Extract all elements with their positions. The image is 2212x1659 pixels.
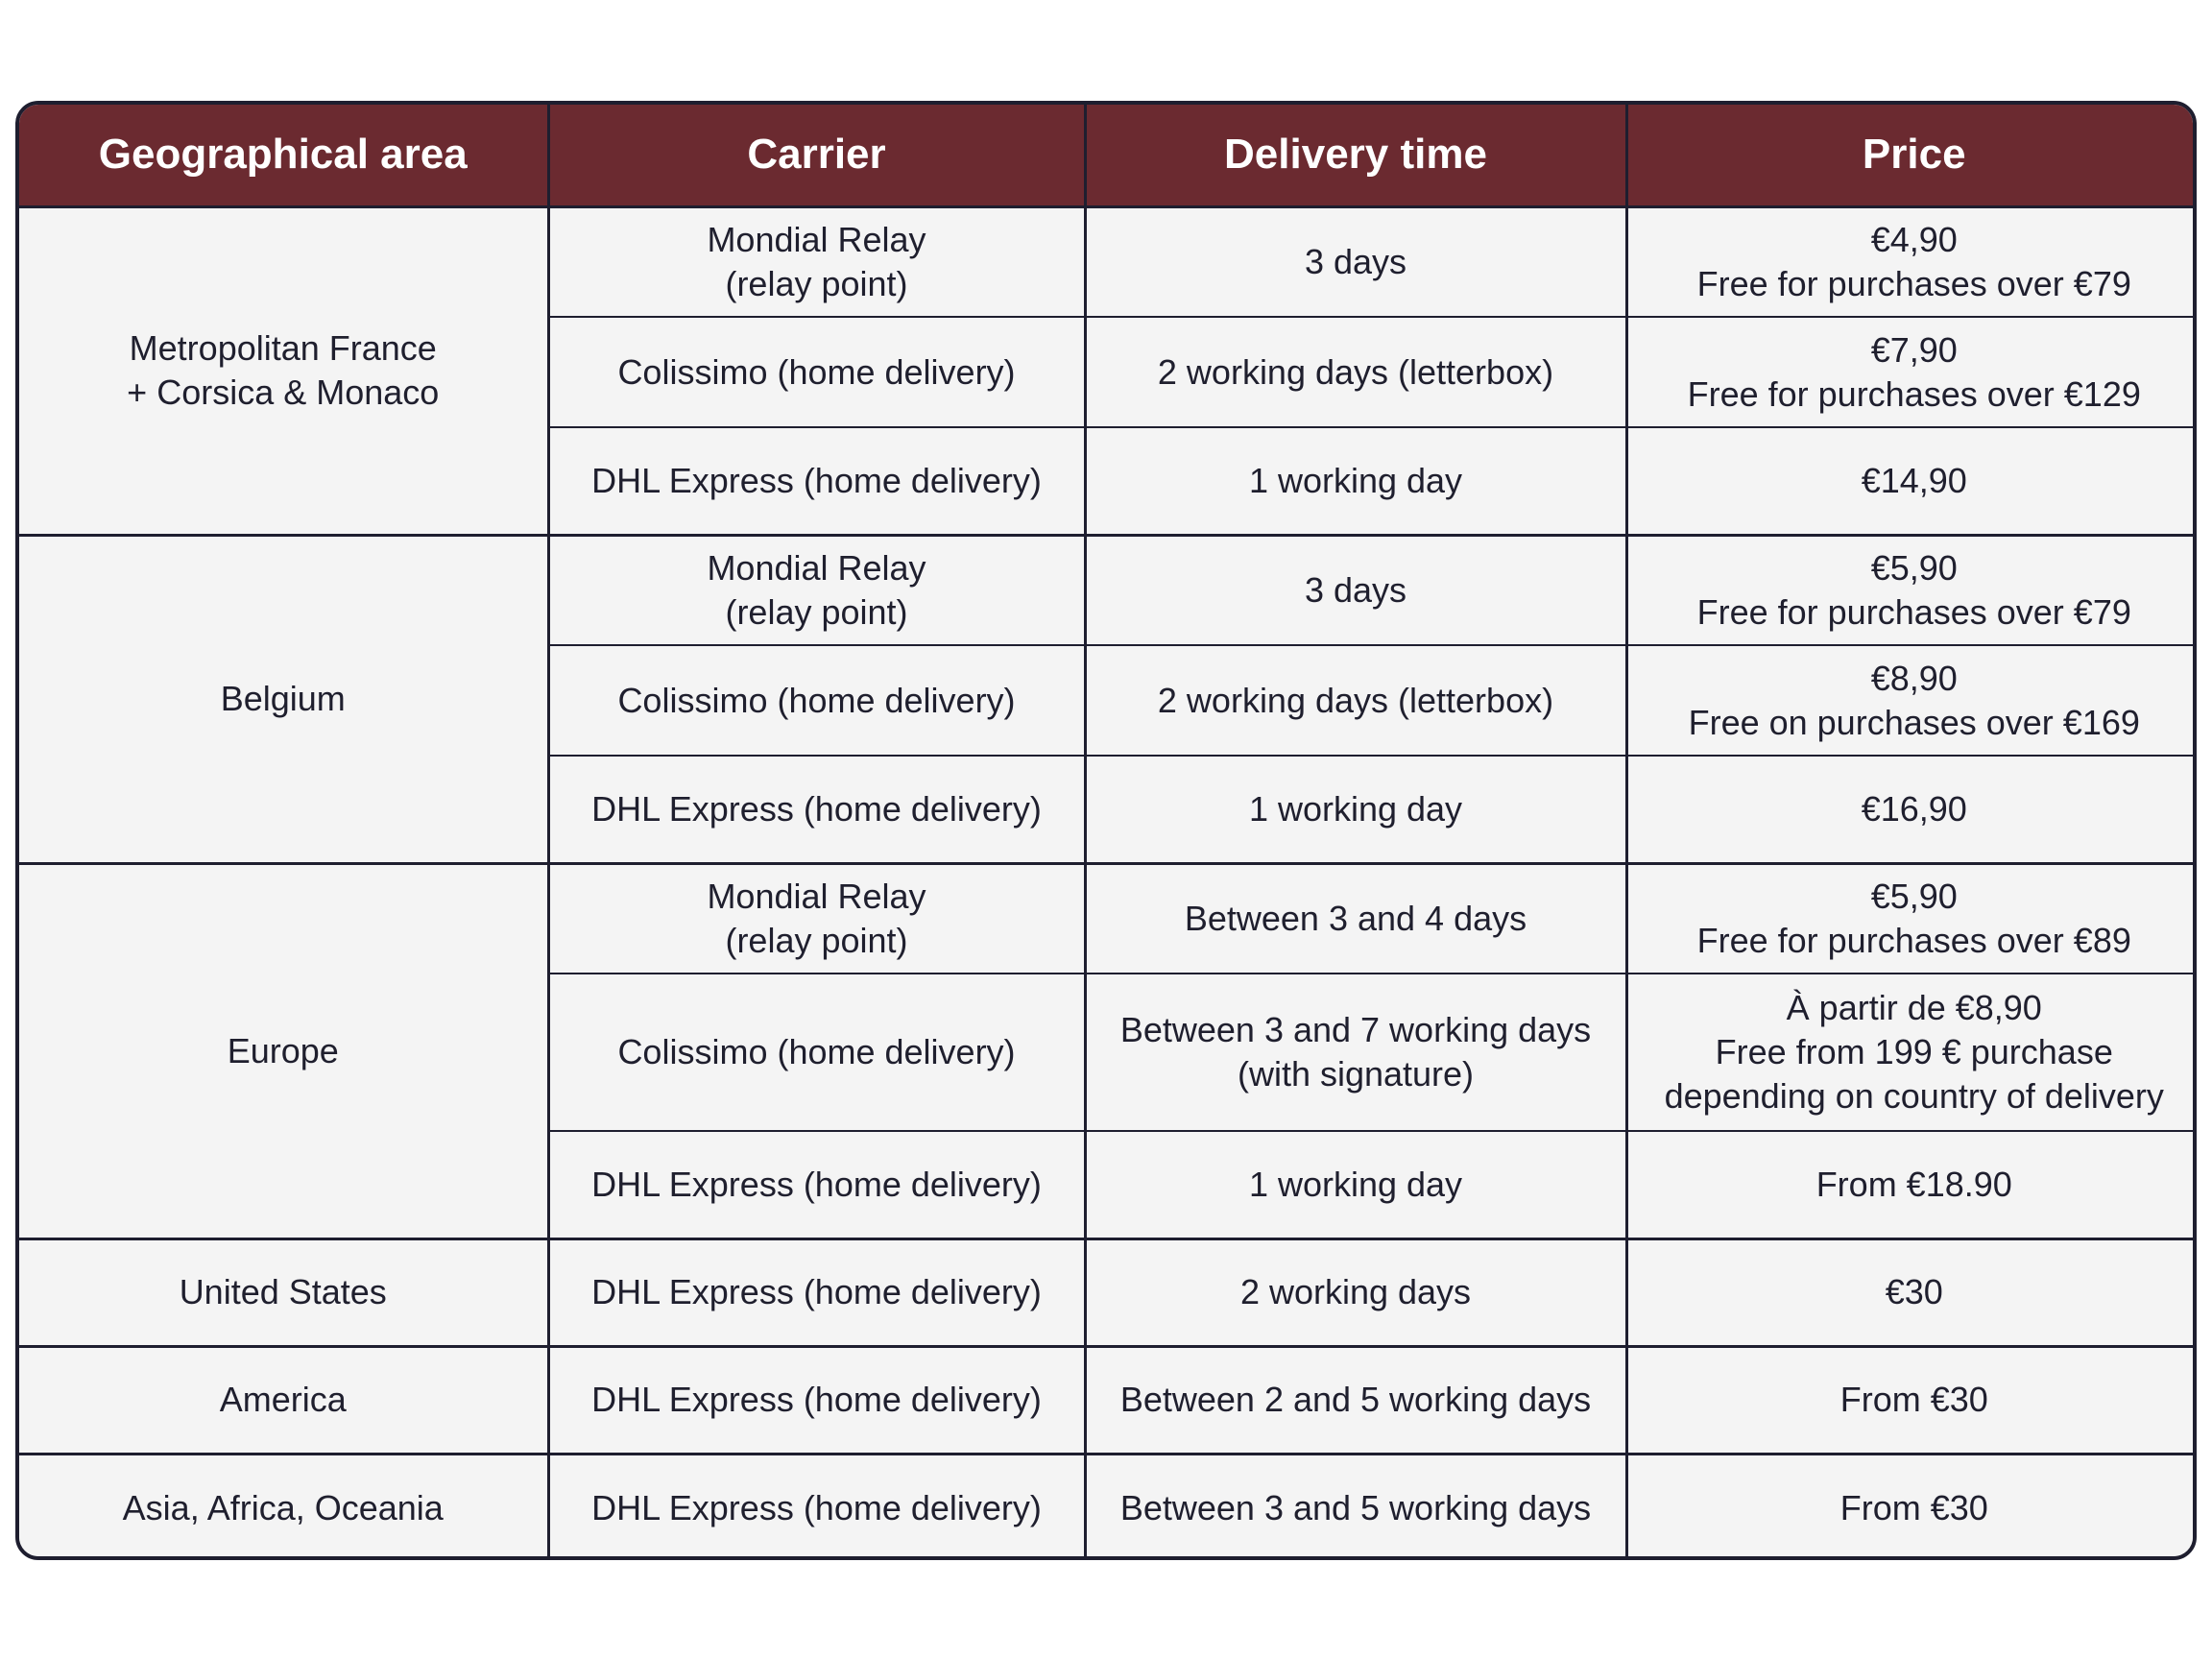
table-row <box>19 1346 2197 1454</box>
area-cell-belgium: Belgium <box>19 535 548 863</box>
carrier-cell: Mondial Relay (relay point) <box>548 535 1085 645</box>
table-row <box>19 1238 2197 1346</box>
table-row <box>19 206 2197 317</box>
carrier-cell: DHL Express (home delivery) <box>548 1454 1085 1560</box>
price-cell: À partir de €8,90 Free from 199 € purchase depending on country of delivery <box>1626 974 2197 1131</box>
delivery-cell: 1 working day <box>1085 427 1626 535</box>
table-row <box>19 863 2197 974</box>
price-cell: €16,90 <box>1626 756 2197 863</box>
carrier-cell: DHL Express (home delivery) <box>548 1346 1085 1454</box>
shipping-table-container <box>15 101 2197 1560</box>
header-carrier: Carrier <box>548 105 1085 206</box>
area-cell-europe: Europe <box>19 863 548 1238</box>
carrier-cell: Mondial Relay (relay point) <box>548 206 1085 317</box>
area-cell-america: America <box>19 1346 548 1454</box>
carrier-cell: DHL Express (home delivery) <box>548 1131 1085 1238</box>
table-row <box>19 535 2197 645</box>
table-header <box>19 105 2197 206</box>
delivery-cell: Between 2 and 5 working days <box>1085 1346 1626 1454</box>
delivery-cell: 1 working day <box>1085 1131 1626 1238</box>
delivery-cell: 2 working days (letterbox) <box>1085 317 1626 427</box>
header-price: Price <box>1626 105 2197 206</box>
table-row <box>19 1454 2197 1560</box>
delivery-cell: 3 days <box>1085 206 1626 317</box>
carrier-cell: DHL Express (home delivery) <box>548 427 1085 535</box>
carrier-cell: DHL Express (home delivery) <box>548 1238 1085 1346</box>
price-cell: €5,90 Free for purchases over €89 <box>1626 863 2197 974</box>
carrier-cell: Mondial Relay (relay point) <box>548 863 1085 974</box>
price-cell: From €30 <box>1626 1346 2197 1454</box>
carrier-cell: Colissimo (home delivery) <box>548 645 1085 756</box>
delivery-cell: Between 3 and 7 working days (with signature) <box>1085 974 1626 1131</box>
delivery-cell: 2 working days <box>1085 1238 1626 1346</box>
delivery-cell: 3 days <box>1085 535 1626 645</box>
shipping-rates-table <box>19 105 2197 1560</box>
delivery-cell: 1 working day <box>1085 756 1626 863</box>
area-cell-united-states: United States <box>19 1238 548 1346</box>
carrier-cell: Colissimo (home delivery) <box>548 974 1085 1131</box>
header-geographical-area: Geographical area <box>19 105 548 206</box>
table-body <box>19 206 2197 1560</box>
price-cell: €30 <box>1626 1238 2197 1346</box>
area-cell-france: Metropolitan France + Corsica & Monaco <box>19 206 548 535</box>
price-cell: €7,90 Free for purchases over €129 <box>1626 317 2197 427</box>
price-cell: From €30 <box>1626 1454 2197 1560</box>
delivery-cell: 2 working days (letterbox) <box>1085 645 1626 756</box>
carrier-cell: DHL Express (home delivery) <box>548 756 1085 863</box>
carrier-cell: Colissimo (home delivery) <box>548 317 1085 427</box>
delivery-cell: Between 3 and 5 working days <box>1085 1454 1626 1560</box>
area-cell-asia-africa-oceania: Asia, Africa, Oceania <box>19 1454 548 1560</box>
price-cell: €8,90 Free on purchases over €169 <box>1626 645 2197 756</box>
price-cell: €14,90 <box>1626 427 2197 535</box>
price-cell: €5,90 Free for purchases over €79 <box>1626 535 2197 645</box>
price-cell: €4,90 Free for purchases over €79 <box>1626 206 2197 317</box>
price-cell: From €18.90 <box>1626 1131 2197 1238</box>
header-delivery-time: Delivery time <box>1085 105 1626 206</box>
delivery-cell: Between 3 and 4 days <box>1085 863 1626 974</box>
